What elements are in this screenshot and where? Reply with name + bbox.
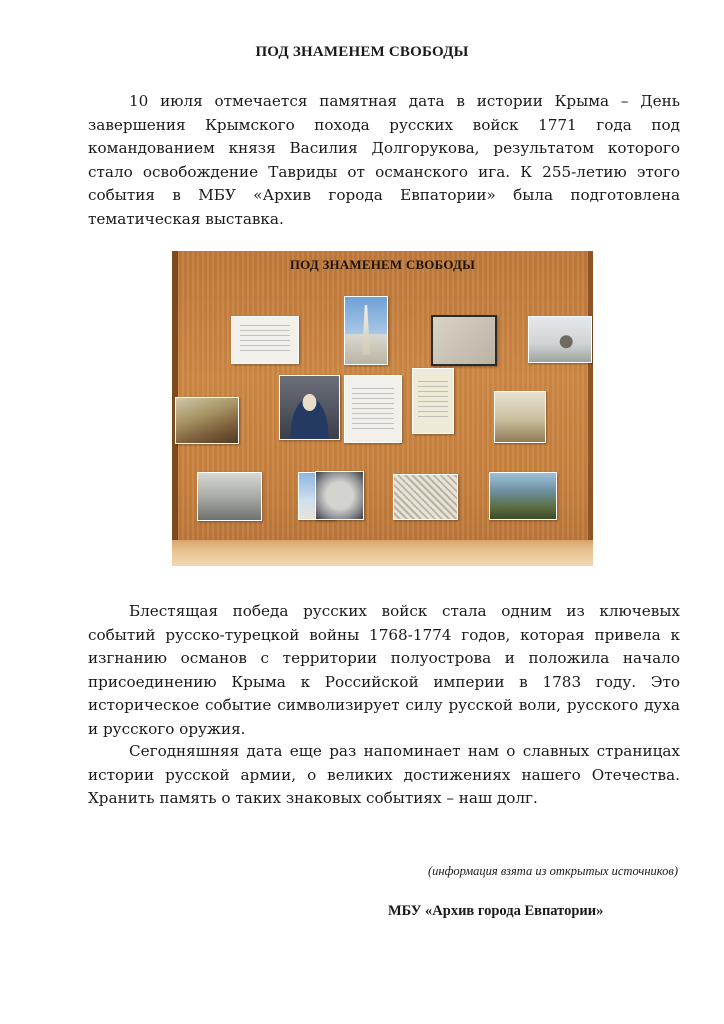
exhibit-document-scan: [431, 315, 497, 366]
exhibition-photo: [172, 251, 593, 566]
exhibit-battle-painting: [175, 397, 239, 444]
photo-wall-edge-right: [588, 251, 593, 566]
exhibit-battle-sketch: [528, 316, 592, 363]
source-note: (информация взята из открытых источников): [428, 864, 678, 878]
exhibit-map-engraving: [393, 474, 458, 520]
paragraph-memory: Сегодняшняя дата еще раз напоминает нам о славных страницах истории русской армии, о великих достижениях нашего Отечества. Хранить память о таких знаковых событиях – наш долг.: [88, 742, 680, 808]
signature: МБУ «Архив города Евпатории»: [388, 903, 604, 919]
paragraph-victory: Блестящая победа русских войск стала одним из ключевых событий русско-турецкой войны 1768-1774 годов, которая привела к изгнанию османов с территории полуострова и положила начало присоединению Крыма к Российской империи в 1783 году. Это историческое событие символизирует силу русской воли, русского духа и русского оружия.: [88, 602, 680, 738]
photo-floor: [172, 540, 593, 566]
exhibit-text-card: [412, 368, 454, 434]
exhibit-landscape-painting: [489, 472, 557, 520]
exhibit-text-sheet: [231, 316, 299, 364]
exhibit-monument-photo: [344, 296, 388, 365]
exhibit-fortress-engraving: [494, 391, 546, 443]
paragraph-intro: 10 июля отмечается памятная дата в истории Крыма – День завершения Крымского похода русских войск 1771 года под командованием князя Василия Долгорукова, результатом которого стало освобождение Тавриды от османского ига. К 255-летию этого события в МБУ «Архив города Евпатории» была подготовлена тематическая выставка.: [88, 92, 680, 228]
monument-obelisk-shape: [362, 305, 370, 355]
page-title: ПОД ЗНАМЕНЕМ СВОБОДЫ: [255, 44, 469, 60]
exhibit-city-view: [197, 472, 262, 521]
exhibit-relief-sculpture: [315, 471, 364, 520]
exhibit-text-panel: [344, 375, 402, 443]
exhibit-portrait-dolgorukov: [279, 375, 340, 440]
exhibition-banner: ПОД ЗНАМЕНЕМ СВОБОДЫ: [289, 257, 476, 272]
